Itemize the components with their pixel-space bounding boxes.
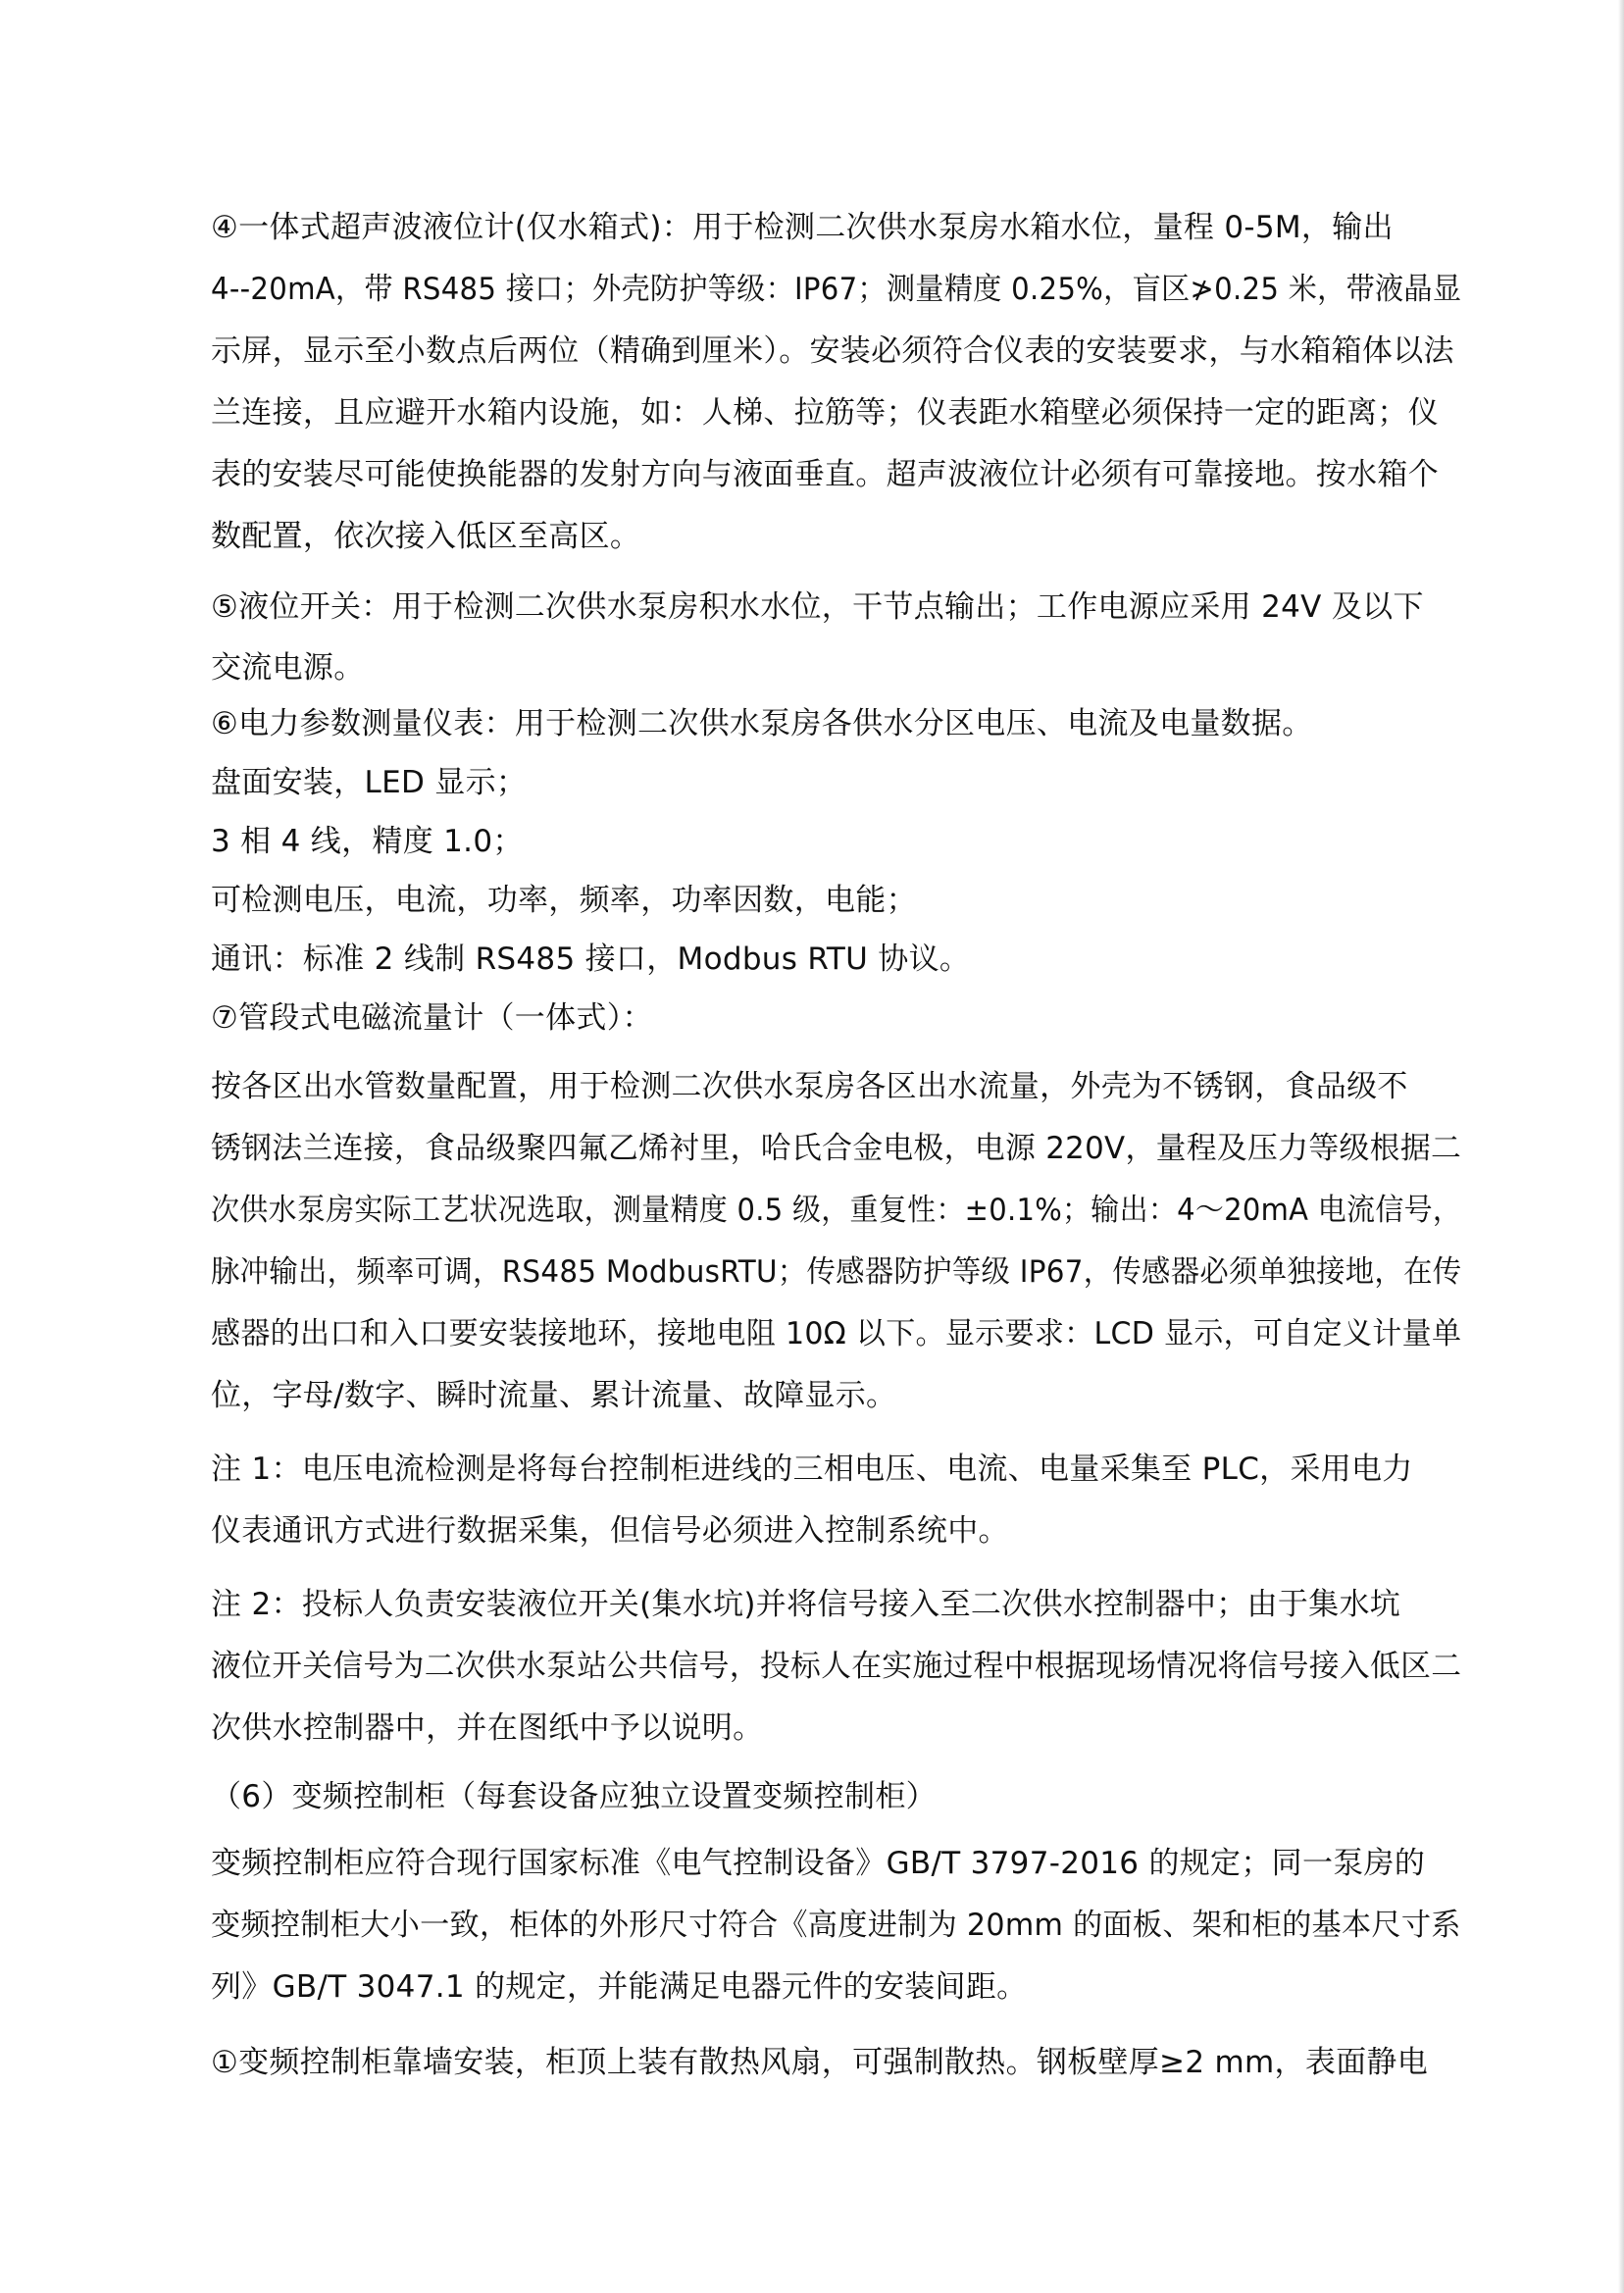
text-line: ①变频控制柜靠墙安装，柜顶上装有散热风扇，可强制散热。钢板壁厚≥2 mm，表面静电 <box>211 2045 1429 2080</box>
text-line: 注 1：电压电流检测是将每台控制柜进线的三相电压、电流、电量采集至 PLC，采用电力 <box>211 1452 1413 1487</box>
text-line: 液位开关信号为二次供水泵站公共信号，投标人在实施过程中根据现场情况将信号接入低区二 <box>211 1649 1462 1684</box>
text-line: 3 相 4 线，精度 1.0； <box>211 824 524 859</box>
text-line: 4--20mA，带 RS485 接口；外壳防护等级：IP67；测量精度 0.25%，盲区≯0.25 米，带液晶显 <box>211 272 1462 307</box>
text-line: 脉冲输出，频率可调，RS485 ModbusRTU；传感器防护等级 IP67，传感器必须单独接地，在传 <box>211 1254 1462 1290</box>
text-line: 仪表通讯方式进行数据采集，但信号必须进入控制系统中。 <box>211 1513 1009 1549</box>
text-line: 按各区出水管数量配置，用于检测二次供水泵房各区出水流量，外壳为不锈钢，食品级不 <box>211 1069 1408 1104</box>
text-line: 通讯：标准 2 线制 RS485 接口，Modbus RTU 协议。 <box>211 942 971 977</box>
section-heading: （6）变频控制柜（每套设备应独立设置变频控制柜） <box>211 1779 937 1814</box>
text-line: 交流电源。 <box>211 650 365 686</box>
text-line: 可检测电压，电流，功率，频率，功率因数，电能； <box>211 883 917 918</box>
text-line: 次供水泵房实际工艺状况选取，测量精度 0.5 级，重复性：±0.1%；输出：4～20mA 电流信号， <box>211 1193 1462 1228</box>
text-line: 数配置，依次接入低区至高区。 <box>211 519 641 554</box>
text-line: 示屏，显示至小数点后两位（精确到厘米）。安装必须符合仪表的安装要求，与水箱箱体以法 <box>211 333 1454 369</box>
text-line: 变频控制柜大小一致，柜体的外形尺寸符合《高度进制为 20mm 的面板、架和柜的基本尺寸系 <box>211 1908 1461 1943</box>
text-line: 锈钢法兰连接，食品级聚四氟乙烯衬里，哈氏合金电极，电源 220V，量程及压力等级根据二 <box>211 1131 1462 1166</box>
text-line: 变频控制柜应符合现行国家标准《电气控制设备》GB/T 3797-2016 的规定；同一泵房的 <box>211 1846 1426 1881</box>
text-line: 注 2：投标人负责安装液位开关(集水坑)并将信号接入至二次供水控制器中；由于集水坑 <box>211 1587 1401 1622</box>
text-line: 列》GB/T 3047.1 的规定，并能满足电器元件的安装间距。 <box>211 1969 1028 2005</box>
text-line: ④一体式超声波液位计(仅水箱式)：用于检测二次供水泵房水箱水位，量程 0-5M，输出 <box>211 210 1394 245</box>
text-line: ⑤液位开关：用于检测二次供水泵房积水水位，干节点输出；工作电源应采用 24V 及以下 <box>211 589 1424 625</box>
text-line: ⑥电力参数测量仪表：用于检测二次供水泵房各供水分区电压、电流及电量数据。 <box>211 706 1313 741</box>
text-line: 兰连接，且应避开水箱内设施，如：人梯、拉筋等；仪表距水箱壁必须保持一定的距离；仪 <box>211 395 1439 431</box>
text-line: ⑦管段式电磁流量计（一体式）： <box>211 1000 653 1036</box>
text-line: 盘面安装，LED 显示； <box>211 765 528 800</box>
scan-edge-shadow <box>1618 0 1624 2293</box>
text-line: 表的安装尽可能使换能器的发射方向与液面垂直。超声波液位计必须有可靠接地。按水箱个 <box>211 457 1439 492</box>
text-line: 次供水控制器中，并在图纸中予以说明。 <box>211 1710 764 1746</box>
text-line: 位，字母/数字、瞬时流量、累计流量、故障显示。 <box>211 1378 897 1413</box>
text-line: 感器的出口和入口要安装接地环，接地电阻 10Ω 以下。显示要求：LCD 显示，可自定义计量单 <box>211 1316 1462 1351</box>
